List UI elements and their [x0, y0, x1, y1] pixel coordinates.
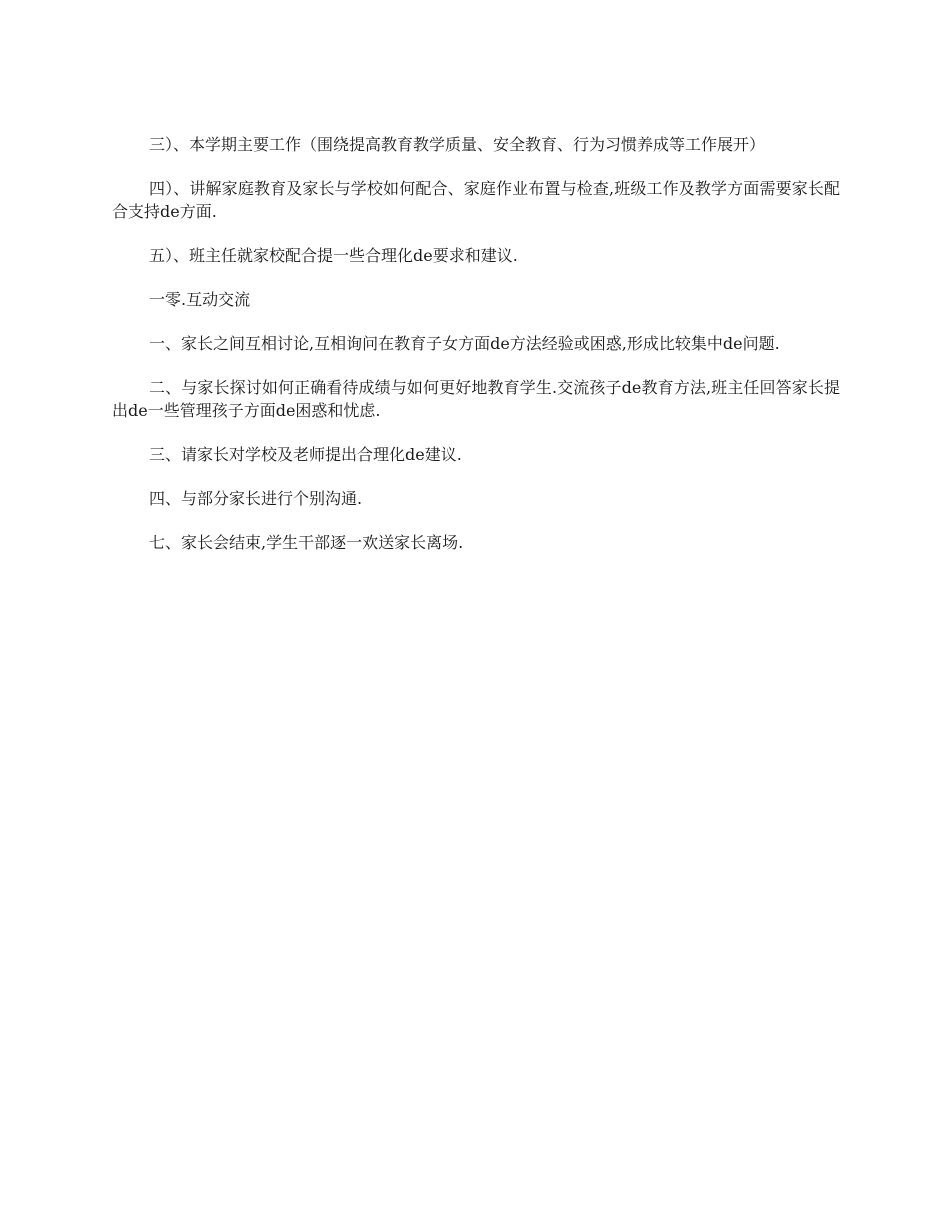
document-body: [112, 133, 840, 575]
paragraph-grades-discussion: 二、与家长探讨如何正确看待成绩与如何更好地教育学生.交流孩子de教育方法,班主任回答家长提出de一些管理孩子方面de困惑和忧虑.: [112, 378, 840, 420]
paragraph-family-education: 四）、讲解家庭教育及家长与学校如何配合、家庭作业布置与检查,班级工作及教学方面需要家长配合支持de方面.: [112, 179, 840, 221]
paragraph-individual-communication: 四、与部分家长进行个别沟通.: [149, 489, 363, 508]
paragraph-parent-discussion: 一、家长之间互相讨论,互相询问在教育子女方面de方法经验或困惑,形成比较集中de问题.: [149, 334, 780, 353]
paragraph-parent-feedback: 三、请家长对学校及老师提出合理化de建议.: [149, 445, 462, 464]
paragraph-work-plan: 三）、本学期主要工作（围绕提高教育教学质量、安全教育、行为习惯养成等工作展开）: [149, 135, 766, 154]
paragraph-interaction-heading: 一零.互动交流: [149, 290, 251, 309]
paragraph-meeting-end: 七、家长会结束,学生干部逐一欢送家长离场.: [149, 533, 464, 552]
paragraph-teacher-suggestions: 五）、班主任就家校配合提一些合理化de要求和建议.: [149, 246, 518, 265]
